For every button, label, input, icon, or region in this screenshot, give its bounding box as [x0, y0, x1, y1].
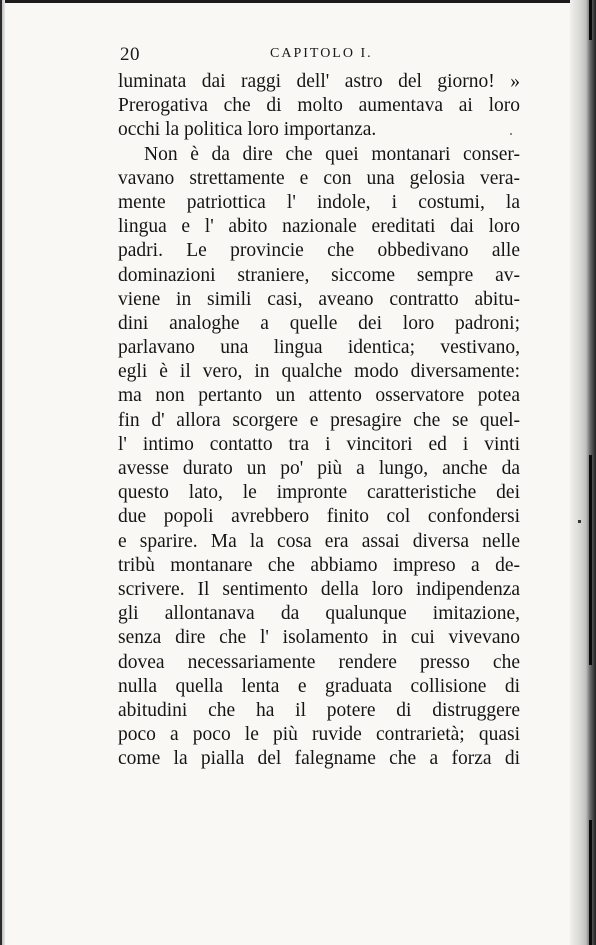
chapter-title: CAPITOLO I.	[270, 46, 373, 61]
page-top-edge	[0, 0, 596, 3]
text-line: come la pialla del falegname che a forza di	[118, 748, 520, 770]
text-line: l' intimo contatto tra i vincitori ed i vinti	[118, 433, 520, 455]
text-line: mente patriottica l' indole, i costumi, la	[118, 191, 520, 213]
text-line: nulla quella lenta e graduata collisione di	[118, 675, 520, 697]
book-spine-shadow	[570, 0, 596, 945]
text-line: abitudini che ha il potere di distruggere	[118, 699, 520, 721]
spine-mark	[589, 820, 592, 945]
text-line: avesse durato un po' più a lungo, anche da	[118, 458, 520, 479]
paper-speck	[578, 520, 581, 523]
text-line: viene in simili casi, aveano contratto abitu-	[118, 288, 520, 310]
text-line: Prerogativa che di molto aumentava ai loro	[118, 95, 520, 117]
text-line: dini analoghe a quelle dei loro padroni;	[118, 312, 520, 334]
text-line: ma non pertanto un attento osservatore potea	[118, 385, 520, 407]
spine-mark	[589, 455, 592, 665]
text-line: occhi la politica loro importanza.	[118, 119, 377, 141]
text-line: fin d' allora scorgere e presagire che se quel-	[118, 409, 520, 431]
text-line: padri. Le provincie che obbedivano alle	[118, 240, 520, 262]
text-line: questo lato, le impronte caratteristiche dei	[118, 482, 520, 504]
spine-mark	[589, 0, 592, 40]
text-line: vavano strettamente e con una gelosia vera-	[118, 167, 520, 189]
text-line: egli è il vero, in qualche modo diversamente:	[118, 361, 520, 383]
text-line: Non è da dire che quei montanari conser-	[144, 143, 520, 165]
text-line: luminata dai raggi dell' astro del giorno! »	[118, 71, 520, 92]
text-line: due popoli avrebbero finito col confondersi	[118, 506, 520, 528]
running-head	[120, 44, 520, 66]
paper-speck	[510, 133, 512, 135]
page-left-edge	[0, 0, 5, 945]
text-line: dominazioni straniere, siccome sempre av-	[118, 264, 520, 286]
text-line: parlavano una lingua identica; vestivano,	[118, 337, 520, 359]
text-line: tribù montanare che abbiamo impreso a de-	[118, 554, 520, 576]
text-line: senza dire che l' isolamento in cui vivevano	[118, 627, 520, 649]
body-text	[118, 70, 520, 771]
text-line: lingua e l' abito nazionale ereditati dai loro	[118, 216, 520, 238]
page-number: 20	[120, 44, 140, 65]
text-line: scrivere. Il sentimento della loro indipendenza	[118, 578, 520, 600]
text-line: gli allontanava da qualunque imitazione,	[118, 603, 520, 625]
text-line: e sparire. Ma la cosa era assai diversa nelle	[118, 530, 520, 552]
text-line: dovea necessariamente rendere presso che	[118, 651, 520, 673]
text-line: poco a poco le più ruvide contrarietà; quasi	[118, 724, 520, 746]
